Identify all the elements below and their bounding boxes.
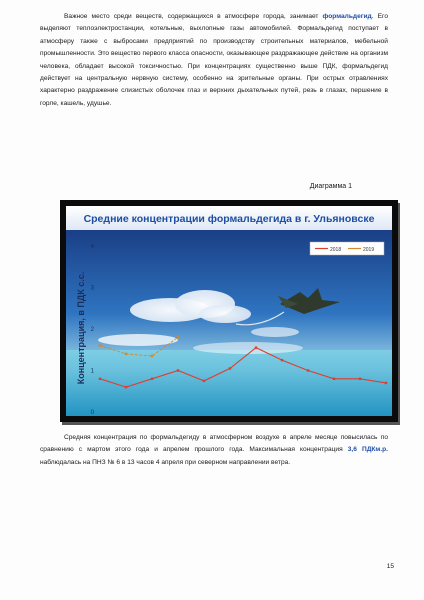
cloud-graphic [199,305,251,323]
highlight-max-concentration: 3,6 ПДКм.р. [347,446,388,454]
legend-label-2019: 2019 [363,247,375,253]
data-point-2018 [281,359,283,361]
cloud-graphic [193,342,303,354]
page-number: 15 [386,563,394,570]
legend-label-2018: 2018 [330,247,342,253]
intro-text-1: Важное место среди веществ, содержащихся в атмосфере города, занимает [64,13,323,20]
data-point-2019 [151,355,153,357]
intro-paragraph [40,11,388,110]
data-point-2018 [229,367,231,369]
highlight-formaldehyde: формальдегид [322,13,372,20]
y-tick-label: 2 [90,327,94,333]
data-point-2018 [203,380,205,382]
chart-legend [310,242,384,255]
y-tick-label: 4 [90,244,94,250]
cloud-graphic [251,327,299,337]
data-point-2018 [99,378,101,380]
data-point-2018 [333,378,335,380]
data-point-2018 [255,346,257,348]
data-point-2018 [177,369,179,371]
data-point-2019 [177,336,179,338]
y-tick-label: 0 [90,410,94,416]
chart-title: Средние концентрации формальдегида в г. Ульяновске [83,213,375,225]
data-point-2018 [359,378,361,380]
y-axis-label: Концентрация, в ПДК с.с. [76,271,86,385]
cloud-graphic [98,334,178,346]
data-point-2019 [125,353,127,355]
y-tick-label: 1 [90,368,94,375]
chart-container [60,200,398,422]
data-point-2018 [125,386,127,388]
data-point-2018 [151,378,153,380]
diagram-label: Диаграмма 1 [309,183,352,190]
summary-paragraph [40,432,388,469]
data-point-2019 [99,344,101,346]
formaldehyde-chart [60,200,398,422]
data-point-2018 [385,382,387,384]
intro-text-2: . Его выделяют теплоэлектростанции, котельные, выхлопные газы автомобилей. Формальдегид поступает в атмосферу также с выбросами предприятий по производству строительных материалов, мебельной промышленности. Это вещество первого класса опасности, оказывающее раздражающее действие на организм человека, обладает высокой токсичностью. При концентрациях существенно выше ПДК, формальдегид действует на центральную нервную систему, особенно на зрительные органы. При острых отравлениях характерно раздражение слизистых оболочек глаз и верхних дыхательных путей, резь в глазах, першение в горле, кашель, удушье. [40,13,388,107]
summary-text-2: наблюдалась на ПНЗ № 6 в 13 часов 4 апреля при северном направлении ветра. [40,458,291,466]
summary-text-1: Средняя концентрация по формальдегиду в атмосферном воздухе в апреле месяце повысилась по сравнению с мартом этого года и апрелем прошлого года. Максимальная концентрация [40,434,388,454]
y-tick-label: 3 [90,285,94,292]
data-point-2018 [307,369,309,371]
